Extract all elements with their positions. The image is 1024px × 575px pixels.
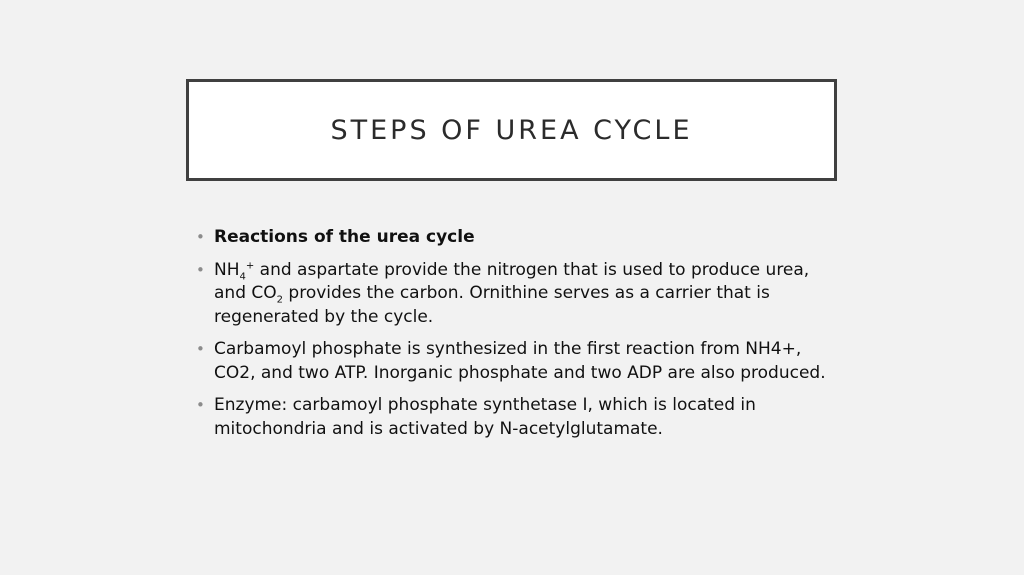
bullet-item xyxy=(196,394,836,441)
bullet-item xyxy=(196,259,836,330)
bullet-item xyxy=(196,338,836,385)
bullet-text xyxy=(214,260,809,327)
superscript: + xyxy=(245,259,255,271)
bullet-marker: • xyxy=(196,228,205,246)
bullet-list xyxy=(196,226,836,450)
bullet-heading: Reactions of the urea cycle xyxy=(214,227,475,247)
bullet-marker: • xyxy=(196,260,205,279)
bullet-text: Carbamoyl phosphate is synthesized in the first reaction from NH4+, CO2, and two ATP. Inorganic phosphate and two ADP are also produced. xyxy=(214,339,826,383)
bullet-item xyxy=(196,226,836,250)
bullet-marker: • xyxy=(196,396,205,414)
subscript: 4 xyxy=(239,270,246,282)
bullet-marker: • xyxy=(196,340,205,358)
text-segment: provides the carbon. Ornithine serves as a carrier that is regenerated by the cycle. xyxy=(214,283,770,327)
subscript: 2 xyxy=(276,294,284,306)
bullet-text: Enzyme: carbamoyl phosphate synthetase I, which is located in mitochondria and is activated by N-acetylglutamate. xyxy=(214,395,756,439)
title-box xyxy=(186,79,837,181)
slide-title: STEPS OF UREA CYCLE xyxy=(330,114,693,146)
text-segment: NH xyxy=(214,259,240,280)
text-segment: and aspartate provide the nitrogen that is used to produce urea, and CO xyxy=(214,259,810,303)
